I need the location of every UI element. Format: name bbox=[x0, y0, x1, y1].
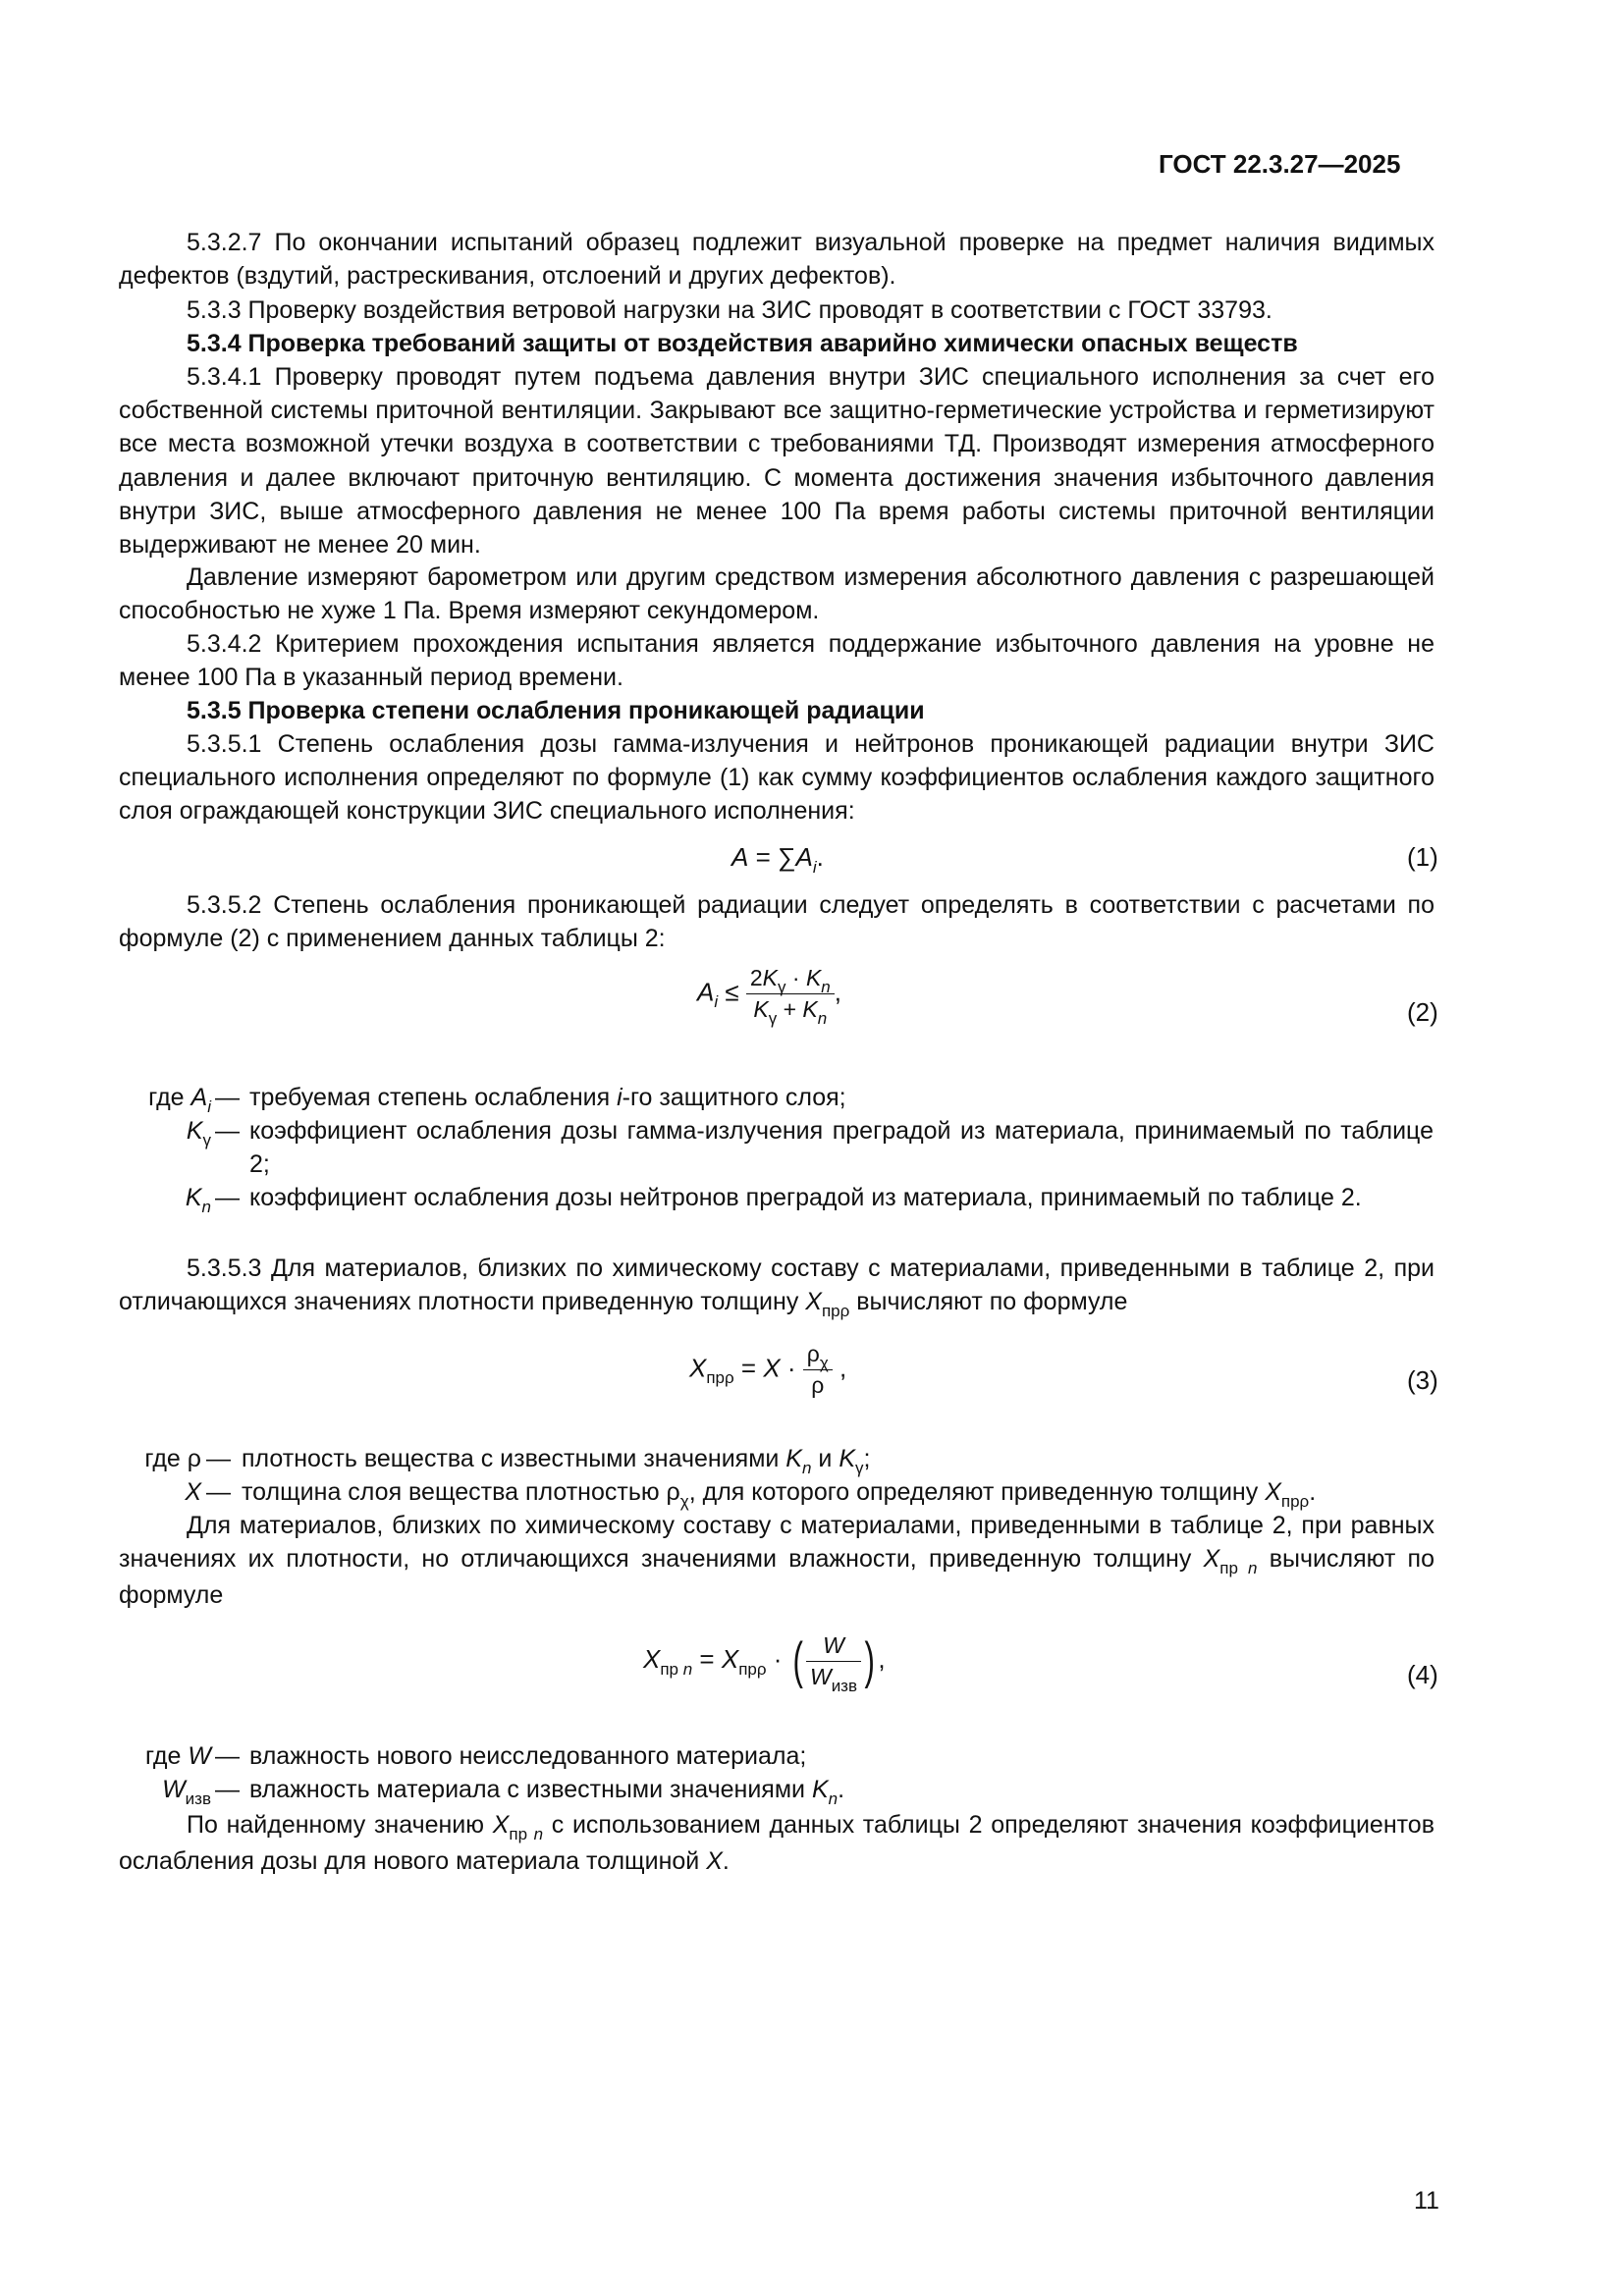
definition-kn: $K_n$ — коэффициент ослабления дозы нейтронов преградой из материала, принимаемый по таблице 2. bbox=[185, 1184, 1362, 1216]
formula-1: $A = \sum A_i$. bbox=[731, 842, 824, 877]
paragraph-5-3-3: 5.3.3 Проверку воздействия ветровой нагрузки на ЗИС проводят в соответствии с ГОСТ 33793. bbox=[187, 296, 1272, 324]
definition-rho: где ρ — плотность вещества с известными значениями $K_n$ и $K_\gamma$; bbox=[144, 1445, 871, 1477]
formula-4-fraction: $\frac{W}{W_{изв}}$ bbox=[806, 1632, 861, 1690]
paragraph-final: По найденному значению $X_{пр n}$ с использованием данных таблицы 2 определяют значения коэффициентов ослабления дозы для нового материала толщиной X. bbox=[119, 1811, 1435, 1876]
definition-wizv: $W_{изв}$ — влажность материала с известными значениями $K_n$. bbox=[162, 1776, 845, 1808]
definition-ai: где $A_i$ — требуемая степень ослабления i-го защитного слоя; bbox=[148, 1084, 846, 1116]
paragraph-5-3-5-1: 5.3.5.1 Степень ослабления дозы гамма-излучения и нейтронов проникающей радиации внутри ЗИС специального исполнения определяют по формуле (1) как сумму коэффициентов ослабления каждого защитного слоя ограждающей конструкции ЗИС специального исполнения: bbox=[119, 730, 1435, 826]
paragraph-5-3-4-1: 5.3.4.1 Проверку проводят путем подъема давления внутри ЗИС специального исполнения за счет его собственной системы приточной вентиляции. Закрывают все защитно-герметические устройства и герметизируют все места возможной утечки воздуха в соответствии с требованиями ТД. Производят измерения атмосферного давления и далее включают приточную вентиляцию. С момента достижения значения избыточного давления внутри ЗИС, выше атмосферного давления не менее 100 Па время работы системы приточной вентиляции выдерживают не менее 20 мин. bbox=[119, 363, 1435, 560]
heading-5-3-4: 5.3.4 Проверка требований защиты от воздействия аварийно химически опасных веществ bbox=[187, 330, 1298, 357]
paragraph-pressure-measurement: Давление измеряют барометром или другим средством измерения абсолютного давления с разрешающей способностью не хуже 1 Па. Время измеряют секундомером. bbox=[119, 563, 1435, 625]
formula-2-number: (2) bbox=[1407, 997, 1438, 1027]
heading-5-3-5: 5.3.5 Проверка степени ослабления проникающей радиации bbox=[187, 697, 925, 724]
paragraph-5-3-5-3: 5.3.5.3 Для материалов, близких по химическому составу с материалами, приведенными в таблице 2, при отличающихся значениях плотности приведенную толщину $X_{пр\rho}$ вычисляют по формуле bbox=[119, 1255, 1435, 1321]
definition-kgamma: $K_\gamma$ — коэффициент ослабления дозы гамма-излучения преградой из материала, принимаемый по таблице 2; bbox=[186, 1117, 1434, 1178]
formula-3-number: (3) bbox=[1407, 1365, 1438, 1395]
document-id: ГОСТ 22.3.27—2025 bbox=[1159, 149, 1401, 179]
formula-2-fraction: $\frac{2K_\gamma \cdot K_n}{K_\gamma + K_n}$ bbox=[746, 965, 835, 1023]
page-number: 11 bbox=[1414, 2187, 1439, 2215]
paragraph-5-3-2-7: 5.3.2.7 По окончании испытаний образец подлежит визуальной проверке на предмет наличия видимых дефектов (вздутий, растрескивания, отслоений и других дефектов). bbox=[119, 229, 1435, 291]
paragraph-5-3-4-2: 5.3.4.2 Критерием прохождения испытания является поддержание избыточного давления на уровне не менее 100 Па в указанный период времени. bbox=[119, 630, 1435, 692]
definition-w: где W — влажность нового неисследованного материала; bbox=[144, 1742, 807, 1770]
formula-1-number: (1) bbox=[1407, 842, 1438, 872]
formula-2: $A_i$ ≤ $\frac{2K_\gamma \cdot K_n}{K_\gamma + K_n}$ , bbox=[697, 965, 841, 1028]
formula-3: $X_{пр\rho} = X$ · $\frac{\rho_\chi}{\rho}$ , bbox=[689, 1341, 847, 1398]
paragraph-moisture: Для материалов, близких по химическому составу с материалами, приведенными в таблице 2, при равных значениях их плотности, но отличающихся значениями влажности, приведенную толщину $X_{пр n}$ вычисляют по формуле bbox=[119, 1512, 1435, 1610]
formula-3-fraction: $\frac{\rho_\chi}{\rho}$ bbox=[803, 1341, 833, 1399]
formula-4-number: (4) bbox=[1407, 1660, 1438, 1689]
formula-4: $X_{пр n} = X_{пр\rho}$ · ( $\frac{W}{W_{изв}}$ ) , bbox=[643, 1631, 886, 1695]
paragraph-5-3-5-2: 5.3.5.2 Степень ослабления проникающей радиации следует определять в соответствии с расчетами по формуле (2) с применением данных таблицы 2: bbox=[119, 891, 1435, 953]
definition-x: X — толщина слоя вещества плотностью $\rho_\chi$, для которого определяют приведенную толщину $X_{пр\rho}$. bbox=[185, 1478, 1317, 1511]
